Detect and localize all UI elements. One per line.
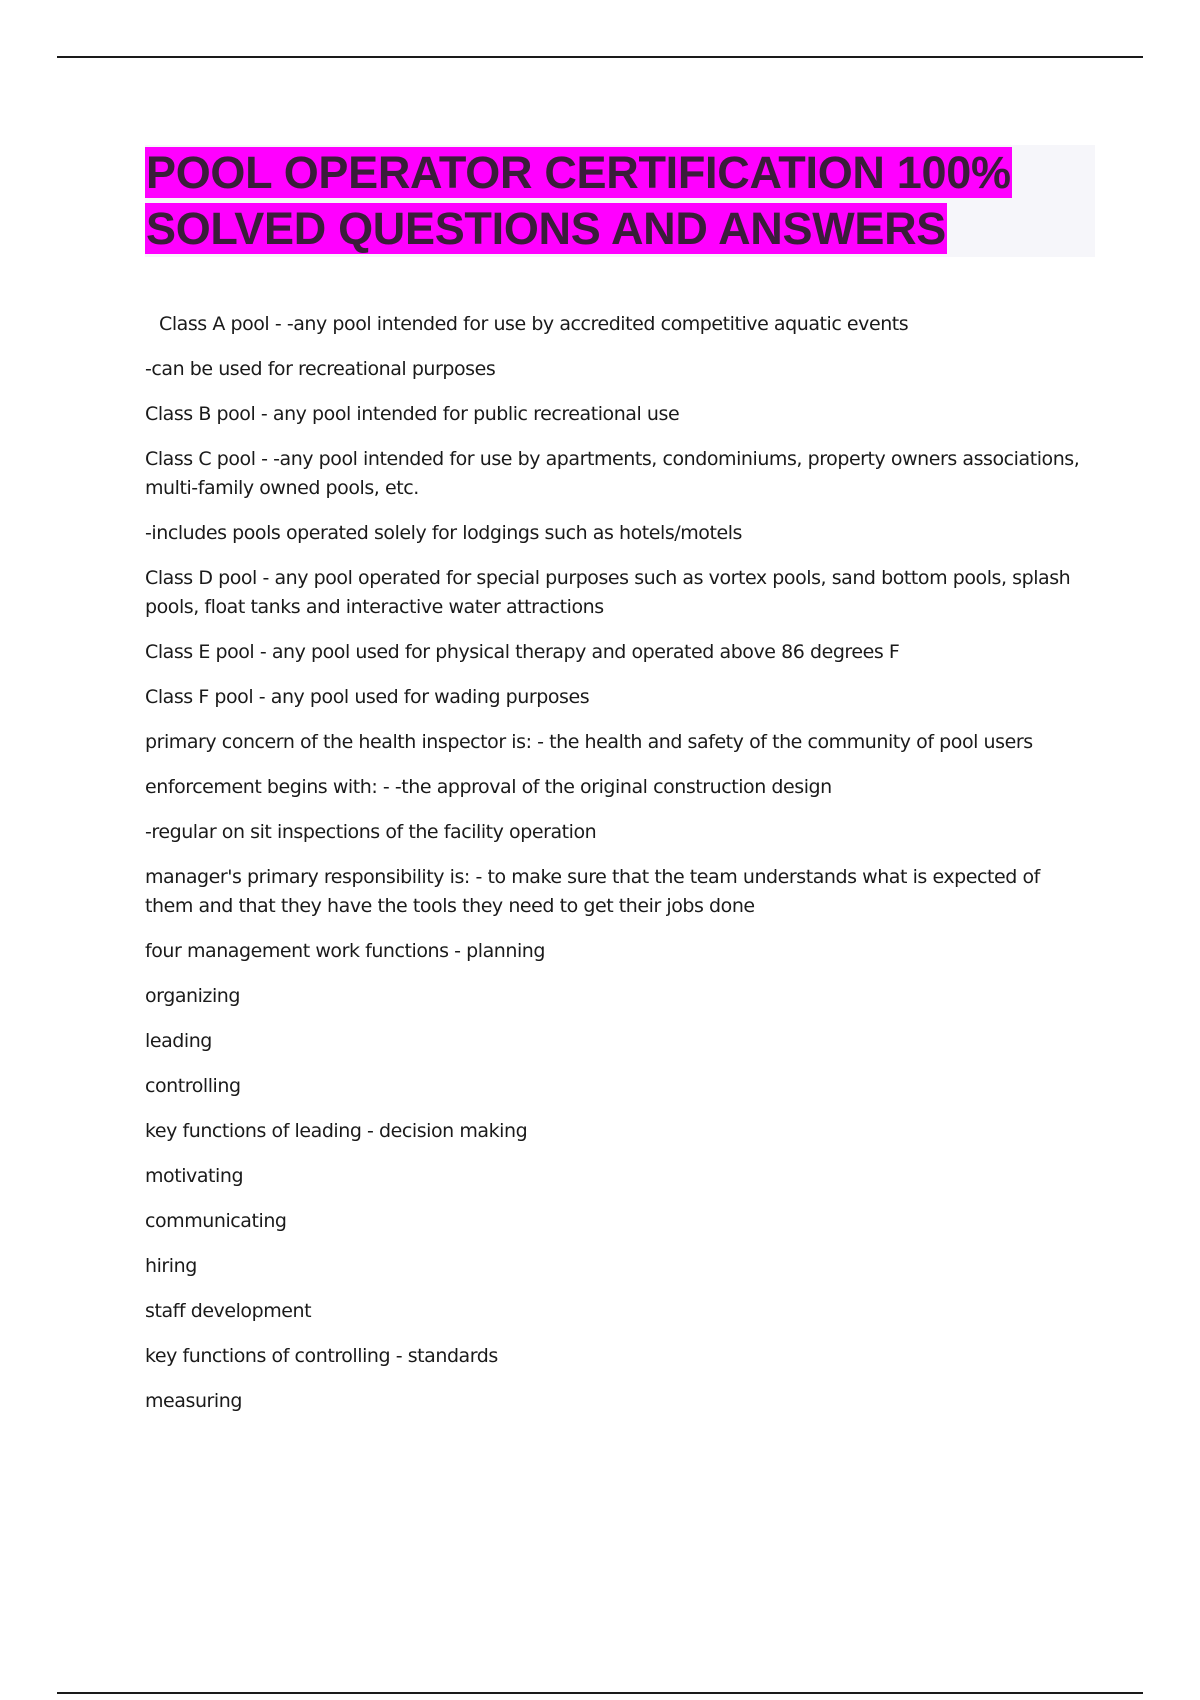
- paragraph: Class B pool - any pool intended for public recreational use: [145, 403, 680, 425]
- paragraph: -includes pools operated solely for lodgings such as hotels/motels: [145, 522, 742, 544]
- paragraph: measuring: [145, 1390, 242, 1412]
- title-line-2: SOLVED QUESTIONS AND ANSWERS: [146, 203, 946, 254]
- document-title: [145, 145, 1095, 257]
- paragraph: communicating: [145, 1210, 287, 1232]
- paragraph: Class A pool - -any pool intended for use by accredited competitive aquatic events: [159, 313, 909, 335]
- paragraph: four management work functions - planning: [145, 940, 545, 962]
- top-rule: [57, 56, 1143, 58]
- paragraph: staff development: [145, 1300, 312, 1322]
- paragraph: key functions of leading - decision making: [145, 1120, 528, 1142]
- paragraph: manager's primary responsibility is: - to make sure that the team understands what is expected of them and that they have the tools they need to get their jobs done: [145, 866, 1040, 917]
- paragraph: key functions of controlling - standards: [145, 1345, 498, 1367]
- paragraph: controlling: [145, 1075, 241, 1097]
- paragraph: Class D pool - any pool operated for special purposes such as vortex pools, sand bottom pools, splash pools, float tanks and interactive water attractions: [145, 567, 1071, 618]
- bottom-rule: [57, 1692, 1143, 1694]
- paragraph: enforcement begins with: - -the approval of the original construction design: [145, 776, 832, 798]
- paragraph: primary concern of the health inspector is: - the health and safety of the community of pool users: [145, 731, 1033, 753]
- paragraph: organizing: [145, 985, 240, 1007]
- title-line-1: POOL OPERATOR CERTIFICATION 100%: [146, 147, 1011, 198]
- document-body: [145, 310, 1085, 1432]
- title-block: [145, 145, 1095, 257]
- paragraph: -can be used for recreational purposes: [145, 358, 496, 380]
- paragraph: -regular on sit inspections of the facility operation: [145, 821, 597, 843]
- paragraph: motivating: [145, 1165, 244, 1187]
- paragraph: leading: [145, 1030, 212, 1052]
- paragraph: hiring: [145, 1255, 197, 1277]
- paragraph: Class F pool - any pool used for wading purposes: [145, 686, 590, 708]
- paragraph: Class C pool - -any pool intended for use by apartments, condominiums, property owners associations, multi-family owned pools, etc.: [145, 448, 1080, 499]
- paragraph: Class E pool - any pool used for physical therapy and operated above 86 degrees F: [145, 641, 900, 663]
